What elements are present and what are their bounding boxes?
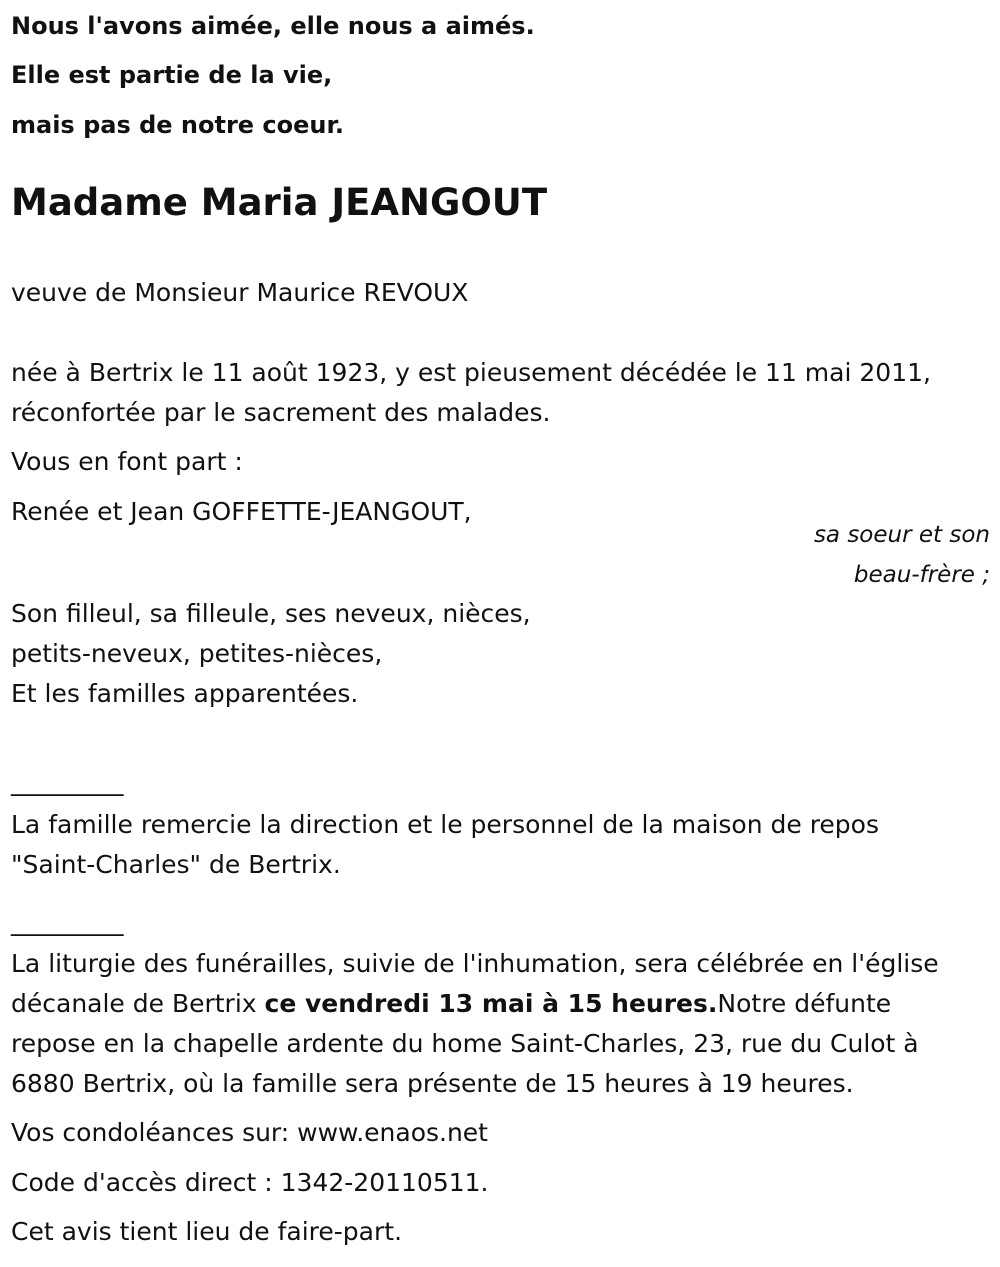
others-line-3: Et les familles apparentées. — [11, 679, 359, 708]
condolences-website-link[interactable]: www.enaos.net — [297, 1118, 488, 1147]
funeral-line-3: repose en la chapelle ardente du home Saint-Charles, 23, rue du Culot à — [11, 1029, 919, 1058]
birth-death-line: née à Bertrix le 11 août 1923, y est pieusement décédée le 11 mai 2011, — [11, 358, 931, 387]
others-line-2: petits-neveux, petites-nièces, — [11, 639, 383, 668]
thanks-line-2: "Saint-Charles" de Bertrix. — [11, 850, 341, 879]
closing-note: Cet avis tient lieu de faire-part. — [11, 1217, 403, 1246]
separator-1: _________ — [11, 767, 124, 796]
condolences-label: Vos condoléances sur: — [11, 1118, 298, 1147]
announcement-intro: Vous en font part : — [11, 447, 243, 476]
thanks-line-1: La famille remercie la direction et le personnel de la maison de repos — [11, 810, 879, 839]
poem-line-3: mais pas de notre coeur. — [11, 111, 345, 139]
access-code: Code d'accès direct : 1342-20110511. — [11, 1168, 489, 1197]
condolences-line — [11, 1117, 488, 1149]
separator-2: _________ — [11, 907, 124, 936]
widow-of-line: veuve de Monsieur Maurice REVOUX — [11, 278, 469, 307]
relation-line-2: beau-frère ; — [853, 562, 990, 588]
others-line-1: Son filleul, sa filleule, ses neveux, nièces, — [11, 599, 531, 628]
funeral-line-2-suffix: Notre défunte — [717, 989, 892, 1018]
poem-line-1: Nous l'avons aimée, elle nous a aimés. — [11, 12, 535, 40]
funeral-date-time: ce vendredi 13 mai à 15 heures. — [264, 989, 718, 1018]
deceased-name: Madame Maria JEANGOUT — [11, 181, 548, 224]
poem-line-2: Elle est partie de la vie, — [11, 61, 333, 89]
funeral-line-2 — [11, 988, 891, 1020]
sacrament-line: réconfortée par le sacrement des malades. — [11, 398, 551, 427]
family-sister: Renée et Jean GOFFETTE-JEANGOUT, — [11, 497, 472, 526]
relation-line-1: sa soeur et son — [813, 522, 990, 548]
funeral-line-4: 6880 Bertrix, où la famille sera présente de 15 heures à 19 heures. — [11, 1069, 854, 1098]
funeral-line-1: La liturgie des funérailles, suivie de l'inhumation, sera célébrée en l'église — [11, 949, 939, 978]
funeral-line-2-prefix: décanale de Bertrix — [11, 989, 265, 1018]
